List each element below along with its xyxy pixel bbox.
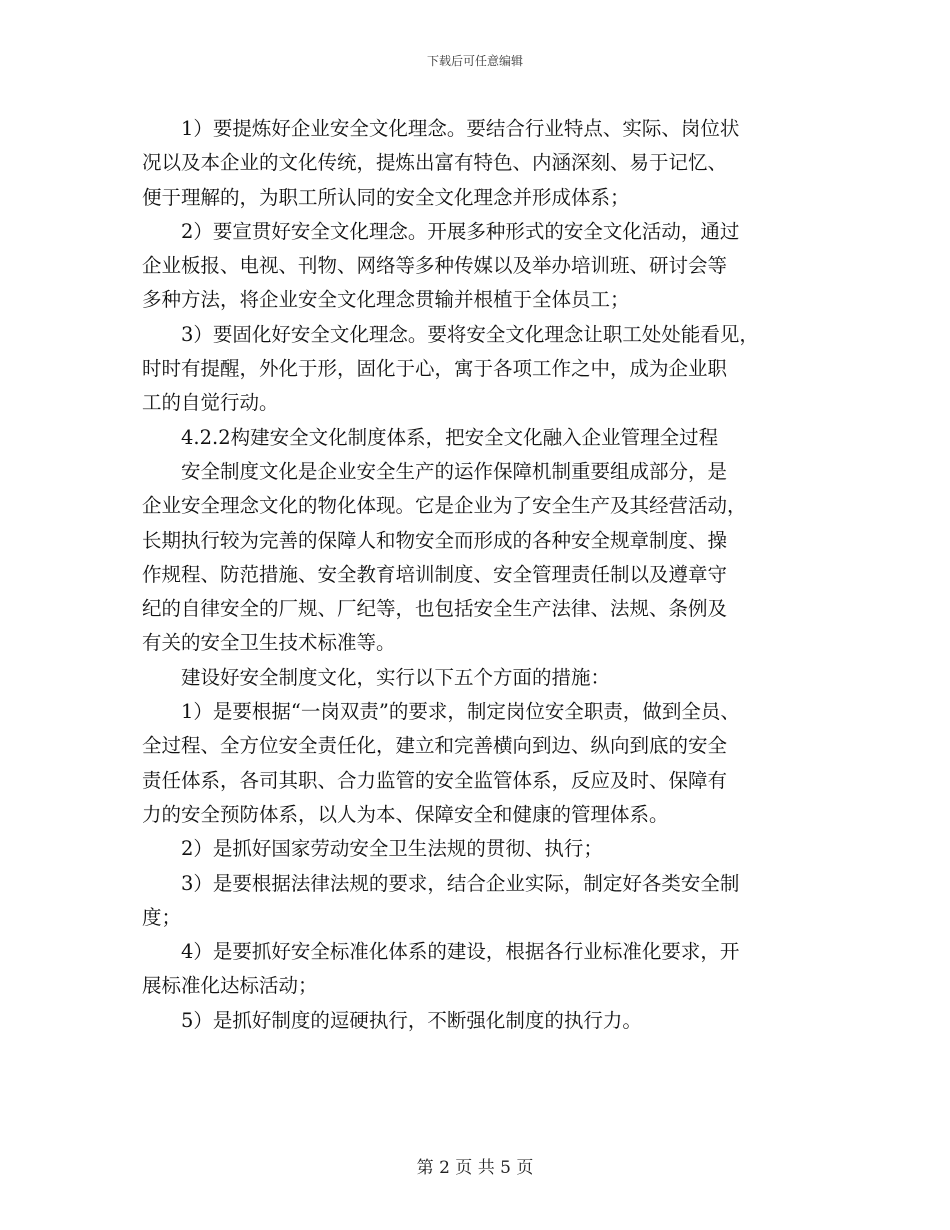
text-line: 多种方法，将企业安全文化理念贯输并根植于全体员工； bbox=[142, 288, 630, 312]
text-line: 安全制度文化是企业安全生产的运作保障机制重要组成部分，是 bbox=[181, 459, 728, 483]
text-line: 时时有提醒，外化于形，固化于心，寓于各项工作之中，成为企业职 bbox=[142, 357, 728, 381]
text-line: 3）是要根据法律法规的要求，结合企业实际，制定好各类安全制 bbox=[181, 871, 740, 895]
text-line: 企业安全理念文化的物化体现。它是企业为了安全生产及其经营活动， bbox=[142, 494, 747, 518]
text-line: 度； bbox=[142, 905, 182, 929]
text-line: 建设好安全制度文化，实行以下五个方面的措施： bbox=[181, 665, 611, 689]
document-body bbox=[142, 112, 832, 1038]
text-line: 工的自觉行动。 bbox=[142, 391, 279, 415]
text-line: 便于理解的，为职工所认同的安全文化理念并形成体系； bbox=[142, 185, 630, 209]
text-line: 况以及本企业的文化传统，提炼出富有特色、内涵深刻、易于记忆、 bbox=[142, 151, 728, 175]
text-line: 全过程、全方位安全责任化，建立和完善横向到边、纵向到底的安全 bbox=[142, 734, 728, 758]
text-line: 2）要宣贯好安全文化理念。开展多种形式的安全文化活动，通过 bbox=[181, 219, 740, 243]
text-line: 5）是抓好制度的逗硬执行，不断强化制度的执行力。 bbox=[181, 1008, 642, 1032]
text-line: 1）要提炼好企业安全文化理念。要结合行业特点、实际、岗位状 bbox=[181, 117, 740, 140]
page-footer: 第 2 页 共 5 页 bbox=[416, 1158, 534, 1178]
text-line: 2）是抓好国家劳动安全卫生法规的贯彻、执行； bbox=[181, 837, 603, 861]
text-line: 责任体系，各司其职、合力监管的安全监管体系，反应及时、保障有 bbox=[142, 768, 728, 792]
text-line: 力的安全预防体系，以人为本、保障安全和健康的管理体系。 bbox=[142, 802, 669, 826]
text-line: 4.2.2构建安全文化制度体系，把安全文化融入企业管理全过程 bbox=[181, 425, 719, 449]
text-line: 企业板报、电视、刊物、网络等多种传媒以及举办培训班、研讨会等 bbox=[142, 254, 728, 278]
text-line: 1）是要根据“一岗双责”的要求，制定岗位安全职责，做到全员、 bbox=[181, 700, 740, 724]
text-line: 有关的安全卫生技术标准等。 bbox=[142, 631, 396, 655]
text-line: 作规程、防范措施、安全教育培训制度、安全管理责任制以及遵章守 bbox=[142, 562, 728, 586]
text-line: 4）是要抓好安全标准化体系的建设，根据各行业标准化要求，开 bbox=[181, 940, 740, 964]
page-header: 下载后可任意编辑 bbox=[426, 54, 523, 68]
text-line: 长期执行较为完善的保障人和物安全而形成的各种安全规章制度、操 bbox=[142, 528, 728, 552]
text-line: 3）要固化好安全文化理念。要将安全文化理念让职工处处能看见， bbox=[181, 322, 759, 346]
text-line: 纪的自律安全的厂规、厂纪等，也包括安全生产法律、法规、条例及 bbox=[142, 597, 728, 621]
text-line: 展标准化达标活动； bbox=[142, 974, 318, 998]
